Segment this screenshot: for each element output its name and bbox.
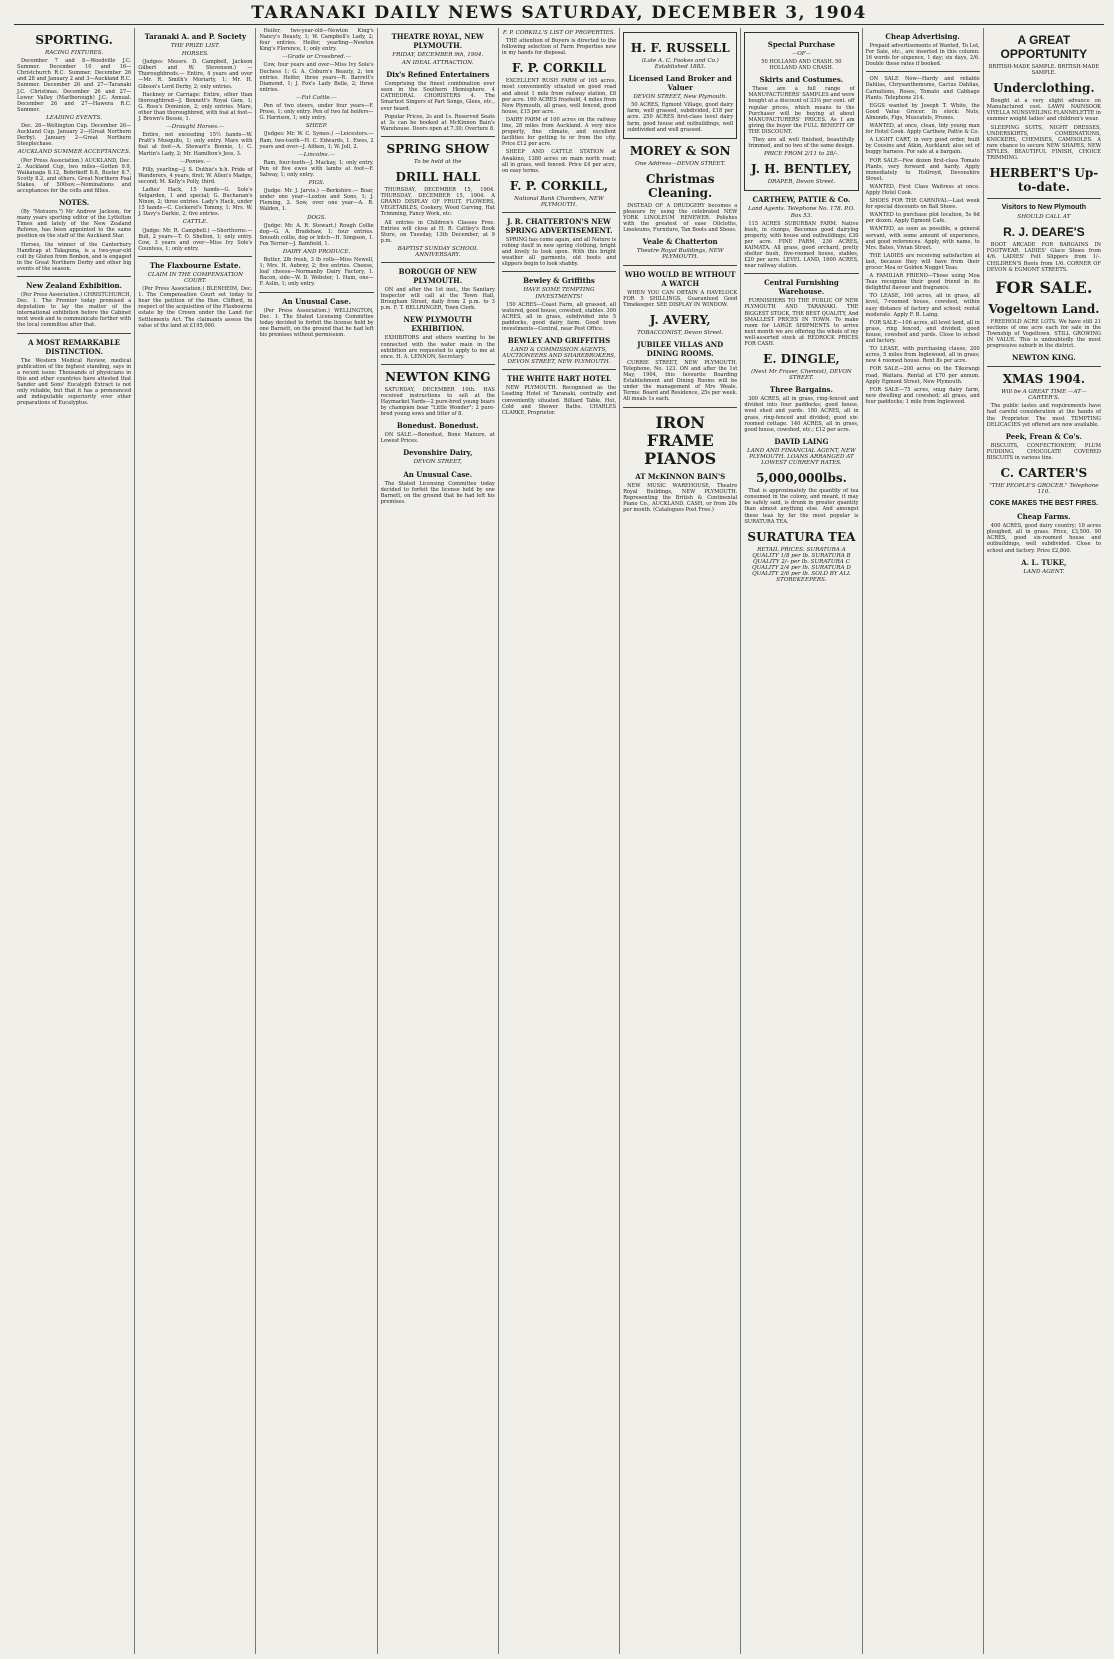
russell-sub: (Late A. C. Fookes and Co.) Established 1883.	[641, 58, 719, 71]
land-broker-address: DEVON STREET, New Plymouth.	[633, 94, 727, 101]
underclothing-text-2: SLEEPING SUITS, NIGHT DRESSES, UNDERSKIRTS, COMBINATIONS, KNICKERS, CHEMISES, CAMISOLES. A rare chance to secure NEW SHAPES, NEW STYLES, BEAUTIFUL FINISH, CHOICE TRIMMING.	[986, 124, 1101, 162]
carter-sub: "THE PEOPLE'S GROCER." Telephone 110.	[989, 483, 1099, 496]
cattle-subheading: CATTLE.	[182, 219, 208, 226]
column-russell	[620, 28, 741, 1654]
jubilee-heading: JUBILEE VILLAS AND DINING ROOMS.	[637, 339, 724, 358]
exhibition-notice-text: EXHIBITORS and others wanting to be connected with the water main in the exhibition are requested to apply to me at once. H. A. LENNON, Secretary.	[380, 335, 495, 360]
grade-text: Cow, four years and over—Miss Ivy Sole's Duchess 1; G. A. Coburn's Beauty, 2; ten entries. Heifer, three years—R. Barrett's Diamond, 1; J. Fox's Lady Belle, 2; three entries.	[259, 62, 374, 93]
deare-heading: R. J. DEARE'S	[1003, 225, 1085, 240]
classified-ad: FOR SALE—200 acres on the Tikorangi road, Waitara. Rental at £70 per annum. Apply Egmont Street, New Plymouth.	[865, 366, 980, 385]
corkill-text-1: EXCELLENT RUSH FARM of 165 acres, most conveniently situated on good road and about 1 mile from railway station, £8 per acre. 160 ACRES freehold, 4 miles from New Plymouth, all grass, well fenced, good house, £15 per acre.	[501, 78, 617, 115]
chatterton-text: SPRING has come again, and all Nature is robing itself in new spring clothing, bright and lovely to look upon. With this bright weather all garments, old boots and slippers begin to look shabby.	[501, 236, 617, 268]
theatre-tagline: AN IDEAL ATTRACTION.	[401, 60, 474, 67]
classified-ad: WANTED to purchase plot location, 5s 6d per dozen. Apply Egmont Cafe.	[865, 212, 980, 225]
theatre-date: FRIDAY, DECEMBER 9th, 1904.	[392, 52, 484, 58]
sporting-heading: SPORTING.	[35, 33, 113, 47]
classified-ad: SHOES FOR THE CARNIVAL—Last week for special discounts on Ball Shoes.	[865, 198, 980, 211]
corkill-heading: F. P. CORKILL	[512, 61, 606, 76]
spring-show-text-1: THURSDAY, DECEMBER 15, 1904. THURSDAY, DECEMBER 15, 1904. A GRAND DISPLAY OF FRUIT, FLOWERS, VEGETABLES, Cookery, Wood Carving, Hat Trimming, Fancy Work, etc.	[380, 187, 495, 218]
three-bargains-heading: Three Bargains.	[769, 385, 833, 395]
flaxbourne-text: (Per Press Association.) BLENHEIM, Dec. 1. The Compensation Court set today to hear the petition of the Hon. Clifford, in respect of the acquisition of the Flaxbourne estate by the Crown under the Land for Settlements Act. The claimants assess the value of the land at £195,000.	[138, 286, 253, 329]
heifer-text: Heifer, two-year-old—Newton King's Nancy's Beauty, 1; W. Campbell's Lady, 2; four entries. Heifer, yearling—Newton King's Florence, 1; only entry.	[259, 28, 374, 53]
ponies-text-1: Filly, yearling—J. S. Duthie's b.h. Pride of Wanderers, 4 years, first; W. Allen's Madge, second; M. Kelly's Polly, third.	[138, 166, 253, 185]
corkill-address: National Bank Chambers, NEW PLYMOUTH.	[514, 195, 604, 208]
unusual-case-heading-2: An Unusual Case.	[403, 469, 473, 479]
column-classifieds	[863, 28, 984, 1654]
fat-cattle-text: Pen of two steers, under four years—F. Prose, 1; only entry. Pen of two fat heifers—G. Harrison, 1; only entry.	[259, 103, 374, 122]
society-heading: Taranaki A. and P. Society	[144, 32, 247, 41]
columns	[14, 28, 1104, 1654]
land-broker-heading: Licensed Land Broker and Valuer	[628, 74, 732, 93]
masthead: TARANAKI DAILY NEWS SATURDAY, DECEMBER 3, 1904	[14, 4, 1104, 25]
notes-text-1: (By "Motuoro.") Mr Andrew Jackson, for many years sporting editor of the Lyttelton Times and lately of the New Zealand Referee, has been appointed to the same position on the staff of the Auckland Star.	[17, 209, 132, 240]
bewley-text: 150 ACRES—Coast Farm, all grassed, all watered, good house, cowshed, stables. 300 ACRES, all in grass, subdivided into 5 paddocks, good dairy farm. Good town investments—Central, near Post Office.	[501, 301, 617, 332]
bonedust-heading: Bonedust. Bonedust.	[396, 421, 479, 431]
divider	[381, 262, 495, 263]
column-drapery	[741, 28, 862, 1654]
classified-ad: A LIGHT CART, in very good order, built by Cousins and Atkin, Auckland; also set of buggy harness. For sale at a bargain.	[865, 137, 980, 156]
price-range: PRICE FROM 2/11 to 28/-.	[763, 151, 839, 158]
cheap-advertising-heading: Cheap Advertising.	[885, 32, 960, 41]
unusual-case-text-2: The Stated Licensing Committee today decided to forfeit the license held by one Barnett, on the ground that he had left his premises.	[380, 480, 495, 505]
veale-address: Theatre Royal Buildings, NEW PLYMOUTH.	[636, 248, 724, 261]
spring-show-sub: To be held at the	[413, 158, 462, 165]
spring-show-text-2: All entries in Children's Classes Free. Entries will close at H. R. Cattley's Book Store, on Tuesday, 13th December, at 9 p.m.	[380, 219, 495, 244]
laing-heading: DAVID LAING	[774, 436, 829, 446]
acceptances-text: (Per Press Association.) AUCKLAND, Dec. 2. Auckland Cup, two miles—Gotten 9.9, Waikanaga 8.12, Bobrikoff 8.8, Buster 8.7, Scotty 8.2, and others. Great Northern Foal Stakes, of 500sov.—Nominations and acceptances for the colts and fillies.	[17, 157, 132, 194]
white-hart-text: NEW PLYMOUTH. Recognised as the Leading Hotel of Taranaki, centrally and conveniently situated. Billiard Table. Hot, Cold and Shower Baths. CHARLES CLARKE, Proprietor.	[501, 385, 617, 416]
classified-ad: A FAMILIAR FRIEND—Those using Moa Teas recognise their good friend in its delightful flavour and fragrance.	[865, 273, 980, 292]
sheep-subheading: SHEEP.	[305, 123, 328, 130]
theatre-heading: THEATRE ROYAL, NEW PLYMOUTH.	[391, 32, 484, 50]
notes-heading: NOTES.	[58, 198, 90, 208]
column-prize-list	[135, 28, 256, 1654]
leading-events-subheading: LEADING EVENTS.	[46, 114, 103, 121]
divider	[138, 256, 252, 257]
vogeltown-heading: Vogeltown Land.	[988, 301, 1100, 316]
exhibition-notice-heading: NEW PLYMOUTH EXHIBITION.	[403, 315, 473, 334]
horses-subheading: HORSES.	[181, 51, 209, 58]
for-sale-heading: FOR SALE.	[995, 277, 1093, 297]
classified-ad: TO LEASE, 160 acres, all in grass, all level, 7-roomed house, cowshed, within easy distance of factory and school; rental moderate. Apply F. B. Laing.	[865, 293, 980, 318]
divider	[866, 71, 980, 72]
drill-hall-heading: DRILL HALL	[395, 170, 481, 185]
bewley-heading-2: BEWLEY AND GRIFFITHS	[507, 336, 611, 346]
ponies-text-2: Ladies' Hack, 15 hands—G. Sole's Selgarden, 1 and special; G. Buchanan's Ninon, 2; three entries. Lady's Hack, under 15 hands—C. Cockerel's Tommy, 1; Mrs. W. J. Davy's Darkie, 2; five entries.	[138, 186, 253, 218]
white-hart-heading: THE WHITE HART HOTEL	[507, 374, 611, 384]
draught-subheading: —Draught Horses.—	[166, 124, 225, 131]
dix-heading: Dix's Refined Entertainers	[386, 70, 490, 80]
flaxbourne-heading: The Flaxbourne Estate.	[149, 260, 241, 270]
divider	[17, 276, 131, 277]
devonshire-dairy-heading: Devonshire Dairy,	[403, 448, 473, 458]
bentley-sub: DRAPER, Devon Street.	[767, 179, 836, 186]
divider	[502, 369, 616, 370]
iron-frame-sub: AT McKINNON BAIN'S	[635, 471, 726, 481]
acceptances-subheading: AUCKLAND SUMMER ACCEPTANCES.	[17, 149, 131, 156]
horses-text-2: Hackney or Carriage: Entire, other than thoroughbred—J. Bennett's Royal Gem, 1; G. Ross's Dominion, 2; only entries. Mare, other than thoroughbred, with foal at foot—J. Brown's Bessie, 1.	[138, 91, 253, 123]
xmas-text: The public tastes and requirements have had careful consideration at the hands of the Proprietor. The most TEMPTING DELICACIES yet offered are now available.	[986, 403, 1101, 428]
classified-ad: TO LEASE, with purchasing clause, 200 acres, 5 miles from Inglewood, all in grass; new 4 roomed house. Rent 8s per acre.	[865, 346, 980, 365]
corkill-text-3: SHEEP AND CATTLE STATION at Awakino, 1380 acres on main north road; all in grass, well fenced. Price £4 per acre, on easy terms.	[501, 149, 617, 174]
dix-text-2: Popular Prices, 2s and 1s. Reserved Seats at 3s can be booked at McKinnon Bain's Warehouse. Doors open at 7.30; Overture 8.	[380, 113, 495, 132]
divider	[987, 366, 1101, 367]
divider	[381, 364, 495, 365]
divider	[623, 407, 737, 408]
dingle-heading: E. DINGLE,	[763, 352, 840, 367]
tea-quantity-heading: 5,000,000lbs.	[756, 471, 847, 486]
divider	[987, 198, 1101, 199]
classified-ad: ON SALE Now—Hardy and reliable Dahlias, Chrysanthemums, Cactus Dahlias, Carnations, Roses, Tomato and Cabbage Plants. Telephone 214.	[865, 76, 980, 101]
cheap-farms-heading: Cheap Farms.	[1017, 512, 1071, 522]
jubilee-text: CURRIE STREET, NEW PLYMOUTH. Telephone, No. 123. ON and after the 1st May, 1904, this favourite Boarding Establishment and Dining Rooms will be under the management of Mrs Weale. Terms: Board and Residence, 25s per week. All meals 1s each.	[623, 359, 738, 403]
draught-text: Entire, not exceeding 15½ hands—W. Pratt's Mosquito, 1; only entry. Mare with foal at foot—A. Stewart's Bonnie, 1; C. Martin's Lady, 2; Mr. Hamilton's Jess, 3.	[138, 132, 253, 157]
laing-sub: LAND AND FINANCIAL AGENT, NEW PLYMOUTH. LOANS ARRANGED AT LOWEST CURRENT RATES.	[747, 447, 856, 467]
watch-text: WHEN YOU CAN OBTAIN A HAVELOCK FOR 5 SHILLINGS, Guaranteed Good Timekeeper. SEE DISPLAY IN WINDOW.	[623, 289, 738, 308]
classified-intro: Prepaid advertisements of Wanted, To Let, For Sale, etc., are inserted in this column: 16 words for sixpence, 1 day; six days, 2/6. Double these rates if booked.	[865, 43, 980, 68]
special-purchase-heading: Special Purchase	[767, 40, 836, 49]
spring-show-heading: SPRING SHOW	[386, 141, 490, 156]
divider	[744, 273, 858, 274]
exhibition-text: (Per Press Association.) CHRISTCHURCH, Dec. 1. The Premier today promised a deputation to lay the matter of the international exhibition before the Cabinet next week and to communicate further with the local committee after that.	[17, 292, 132, 329]
borough-heading: BOROUGH OF NEW PLYMOUTH.	[398, 267, 477, 286]
morey-heading: MOREY & SON	[629, 143, 731, 158]
classified-ad: FOR SALE—106 acres, all level land, all in grass, ring fenced, and divided; good house, cowshed and yards. Close to school and factory.	[865, 319, 980, 345]
racing-fixtures-text: December 7 and 8—Woodville J.C. Summer. December 10 and 16—Christchurch R.C. Summer. December 26 and 28 and January 2 and 3—Auckland R.C. Summer. December 26 and 27—Taranaki J.C. Christmas. December 26 and 27—Lower Valley (Marlborough) J.C. Annual. December 26 and 27—Hawera R.C. Summer.	[17, 58, 132, 113]
corkill-heading-2: F. P. CORKILL,	[509, 178, 609, 193]
lincolns-text: Ram, four-tooth—J. Mackay, 1; only entry. Pen of five ewes with lambs at foot—F. Salway, 1; only entry.	[259, 159, 374, 178]
notes-text-2: Horses, the winner of the Canterbury Handicap at Takapuna, is a two-year-old colt by Gluten from Bonbon, and is engaged in the Great Northern Derby and other big events of the season.	[17, 241, 132, 272]
grade-subheading: —Grade or Crossbred.—	[281, 54, 352, 61]
divider	[502, 212, 616, 213]
corkill-intro: THE attention of Buyers is directed to the following selection of Farm Properties now in my hands for disposal.	[501, 38, 617, 57]
classified-ad: EGGS wanted by Joseph T. White, the Good Value Grocer. In stock: Nuts, Almonds, Figs, Muscatels, Prunes.	[865, 102, 980, 121]
classified-ad: FOR SALE—Few dozen first-class Tomato Plants, very forward and hardy. Apply immediately to Hollroyd, Devonshire Street.	[865, 157, 980, 182]
distinction-heading: A MOST REMARKABLE DISTINCTION.	[28, 337, 121, 356]
divider	[381, 136, 495, 137]
divider	[502, 271, 616, 272]
veale-heading: Veale & Chatterton	[642, 237, 718, 247]
classified-ad: THE LADIES are receiving satisfaction at last, because they will have from their grocer Moa or Golden Nugget Teas.	[865, 252, 980, 271]
peek-frean-text: BISCUITS, CONFECTIONERY, PLUM PUDDING, CHOCOLATE COVERED BISCUITS in various tins.	[986, 442, 1101, 461]
skirts-text-1: These are a full range of MANUFACTURERS' SAMPLES and were bought at a discount of 33⅓ per cent. off regular prices, which means to the Purchaser will be buying at about MANUFACTURERS' PRICES. As I am giving the buyer the FULL BENEFIT OF THE DISCOUNT.	[748, 86, 855, 135]
borough-text: ON and after the 1st inst., the Sanitary Inspector will call at the Town Hall, Brougham Street, daily from 2 p.m. to 3 p.m. F. T. BELLRINGER, Town Clerk.	[380, 287, 495, 312]
suratura-prices: RETAIL PRICES: SURATURA A QUALITY 1/8 per lb. SURATURA B QUALITY 2/- per lb. SURATURA C QUALITY 2/4 per lb. SURATURA D QUALITY 2/6 per lb. SOLD BY ALL STOREKEEPERS.	[752, 546, 851, 584]
ponies-subheading: —Ponies.—	[179, 158, 212, 165]
column-opportunity	[984, 28, 1104, 1654]
avery-sub: TOBACCONIST, Devon Street.	[637, 329, 724, 336]
christmas-cleaning-heading: Christmas Cleaning.	[645, 171, 715, 200]
avery-heading: J. AVERY,	[649, 312, 711, 327]
morey-address: One Address—DEVON STREET.	[635, 160, 726, 167]
column-sporting	[14, 28, 135, 1654]
visitors-heading: Visitors to New Plymouth	[1001, 204, 1086, 212]
pigs-text: (Judge: Mr. J. Jarvis.) —Berkshire.— Boar, under one year—Luxton and Sons, 1; J. Fleming, 2. Sow, over one year—A. R. Walden, 1.	[259, 188, 374, 213]
carter-heading: C. CARTER'S	[1000, 466, 1088, 480]
racing-fixtures-subheading: RACING FIXTURES.	[45, 50, 104, 56]
divider	[623, 265, 737, 266]
leading-events-text: Dec. 26—Wellington Cup. December 26—Auckland Cup. January 2—(Great Northern Derby). January 2—Great Northern Steeplechase.	[17, 123, 132, 148]
corkill-text-2: DAIRY FARM of 100 acres on the railway line, 28 miles from Auckland. A very nice property, fine climate, and excellent facilities for getting to or from the city. Price £12 per acre.	[501, 116, 617, 148]
divider	[17, 333, 131, 334]
column-properties	[499, 28, 620, 1654]
sunday-school-subheading: BAPTIST SUNDAY SCHOOL ANNIVERSARY.	[397, 245, 478, 258]
russell-heading: H. F. RUSSELL	[630, 41, 730, 55]
unusual-case-heading: An Unusual Case.	[282, 296, 351, 306]
newton-king-text: SATURDAY, DECEMBER 10th. HAS received instructions to sell at the Haymarket Yards—2 pure-bred young boars by champion boar "Little Wonder"; 2 pure-bred young sows and litter of 8.	[380, 386, 495, 418]
divider	[259, 292, 373, 293]
xmas-sub: Will be A GREAT TIME —AT— CARTER'S.	[1001, 389, 1087, 402]
watch-heading: WHO WOULD BE WITHOUT A WATCH	[624, 269, 736, 288]
corkill-list-heading: F. P. CORKILL'S LIST OF PROPERTIES.	[502, 30, 616, 36]
deare-text: BOOT ARCADE FOR BARGAINS IN FOOTWEAR. LADIES' Glace Shoes from 4/6. LADIES' Felt Slippers from 1/-. CHILDREN'S Boots from 1/6. CORNER OF DEVON & EGMONT STREETS.	[986, 242, 1101, 273]
flaxbourne-subheading: CLAIM IN THE COMPENSATION COURT.	[147, 271, 244, 284]
special-purchase-box	[744, 32, 858, 191]
peek-frean-heading: Peek, Frean & Co's.	[1005, 431, 1082, 441]
skirts-heading: Skirts and Costumes.	[759, 75, 844, 85]
distinction-text: The Western Medical Review, medical publication of the highest standing, says in a recent issue: Thousands of physicians in this and other countries have attested that Sander and Sons' Eucalypti Extract is not only reliable, but that it has a pronounced and indisputable superiority over other preparations of Eucalyptus.	[17, 357, 132, 407]
vogeltown-text: FREEHOLD ACRE LOTS. We have still 21 sections of one acre each for sale in the Township of Vogeltown. STILL GROWING IN VALUE. This is undoubtedly the most progressive suburb in the district.	[986, 318, 1101, 350]
lincolns-subheading: —Lincolns.—	[298, 151, 335, 158]
newton-king-heading: NEWTON KING	[385, 369, 491, 384]
tea-quantity-text: That is approximately the quantity of tea consumed in the colony, and meant, it may be safely said, is drunk in greater quantity than almost anything else. And amongst these teas by far the most popular is SURATURA TEA.	[744, 488, 859, 525]
classified-ad: WANTED, at once, clean, tidy young man for Hotel Cook. Apply Carthew, Pattie & Co.	[865, 123, 980, 136]
sample-text: BRITISH-MADE SAMPLE. BRITISH-MADE SAMPLE.	[988, 64, 1100, 77]
pigs-subheading: PIGS.	[308, 180, 325, 187]
iron-frame-text: NEW MUSIC WAREHOUSE, Theatre Royal Buildings, NEW PLYMOUTH. Representing the British & Continental Piano Co., AUCKLAND. CASH, or from 20s per month. (Catalogues Post Free.)	[623, 482, 738, 513]
bewley-sub: HAVE SOME TEMPTING INVESTMENTS!	[523, 287, 595, 300]
dogs-text: (Judge: Mr. A. R. Stewart.) Rough Collie dog—G. A. Bradshaw, 1; four entries. Smooth collie, dog or bitch—H. Simpson, 1. Fox Terrier—J. Bamfield, 1.	[259, 222, 374, 247]
classified-ad: WANTED, as soon as possible, a general servant, with some amount of experience, and good references. Apply, with name, to Mrs. Bates, Vivian Street.	[865, 226, 980, 251]
tuke-heading: A. L. TUKE,	[1021, 557, 1067, 567]
dairy-text: Butter, 2lb fresh, 3 lb rolls—Miss Newell, 1; Mrs. H. Aubrey, 2; five entries. Cheese, loaf cheese—Normanby Dairy Factory, 1. Bacon, side—W. D. Webster, 1. Ham, one—F. Aslin, 1; only entry.	[259, 257, 374, 288]
horses-text-1: (Judges: Messrs. D. Campbell, Jackson Gilbert and W. Stevenson.) —Thoroughbreds.— Entire, 4 years and over—Mr. R. Smith's Moriarty, 1; Mr. H. Gibson's Lord Derby, 2; only entries.	[138, 59, 253, 90]
prize-list-subheading: THE PRIZE LIST.	[170, 43, 220, 49]
xmas-heading: XMAS 1904.	[1002, 372, 1086, 387]
cattle-text: (Judge: Mr. R. Campbell.) —Shorthorns.— Bull, 2 years—T. O. Shelton, 1; only entry. Cow, 3 years and over—Miss Ivy Sole's Countess, 1; only entry.	[138, 227, 253, 252]
iron-frame-heading: IRON FRAME PIANOS	[644, 412, 717, 468]
chatterton-heading: J. R. CHATTERTON'S NEW SPRING ADVERTISEMENT.	[505, 216, 613, 235]
dix-text-1: Comprising the finest combination ever seen in the Southern Hemisphere. 4 CATHEDRAL CHORISTERS 4. The Smartest Singers of Part Songs, Glees, etc., ever heard.	[380, 81, 495, 112]
herbert-heading: HERBERT'S Up-to-date.	[989, 166, 1099, 195]
coke-heading: COKE MAKES THE BEST FIRES.	[989, 500, 1099, 508]
column-entertainment	[378, 28, 499, 1654]
special-purchase-text: 50 HOLLAND AND CRASH. 50 HOLLAND AND CRASH.	[761, 59, 842, 72]
bewley-heading: Bewley & Griffiths	[523, 276, 595, 286]
bentley-heading: J. H. BENTLEY,	[751, 162, 852, 177]
carthew-text: 115 ACRES SUBURBAN FARM. Native bush, in clumps, Becomes good dairying property, with house and outbuildings; £30 per acre. FINE FARM, 236 ACRES, KAIMATA. All grass, good orchard, pretty shelter bush, five-roomed house, stables, £20 per acre. LEVEL LAND, 1600 ACRES, near railway station.	[744, 220, 859, 270]
classified-ad: WANTED, First Class Waitress at once. Apply Hotel Cook.	[865, 183, 980, 196]
sheep-text: (Judges: Mr. W. C. Symes.) —Leicesters.— Ram, two-tooth—H. C. Edwards, 1. Ewes, 2 years and over—J. Aitken, 1; W. Joll, 2.	[259, 131, 374, 150]
devonshire-dairy-sub: DEVON STREET,	[413, 459, 462, 466]
bewley-address: LAND & COMMISSION AGENTS, AUCTIONEERS AND SHAREBROKERS, DEVON STREET, NEW PLYMOUTH.	[502, 347, 616, 366]
dingle-sub: (Next Mr Fraser, Chemist), DEVON STREET.	[751, 369, 852, 382]
visitors-sub: SHOULD CALL AT	[1017, 214, 1071, 221]
exhibition-heading: New Zealand Exhibition.	[26, 281, 123, 290]
russell-text: 50 ACRES, Egmont Village, good dairy farm, well grassed, subdivided, £18 per acre. 250 ACRES first-class level dairy farm, good house and outbuildings, well subdivided and well grassed.	[627, 102, 734, 133]
special-purchase-sub: —OF—	[791, 51, 812, 57]
underclothing-heading: Underclothing.	[993, 81, 1095, 96]
dairy-subheading: DAIRY AND PRODUCE.	[282, 249, 351, 255]
unusual-case-text: (Per Press Association.) WELLINGTON, Dec. 1. The Stated Licensing Committee today decided to forfeit the license held by one Barnett, on the ground that he had left his premises without permission.	[259, 307, 374, 338]
newton-king-agent: NEWTON KING.	[1012, 353, 1076, 363]
great-opportunity-heading: A GREAT OPPORTUNITY	[1000, 33, 1088, 61]
carthew-sub: Land Agents. Telephone No. 178. P.O. Box 53.	[748, 206, 855, 219]
three-bargains-text: 300 ACRES, all in grass, ring-fenced and divided into four paddocks; good house, wool shed and yards. 180 ACRES, all in grass, ring-fenced and divided; good six-roomed cottage. 140 ACRES, all in grass, good house, cowshed, etc.; £12 per acre.	[744, 396, 859, 433]
underclothing-text-1: Bought at a very slight advance on Manufactured cost. LAWN NAINSOOK VIYELLA NUNSVEILING FLANNELETTE in summer weight ladies' and children's wear.	[986, 98, 1101, 123]
fat-cattle-subheading: —Fat Cattle.—	[296, 94, 338, 101]
skirts-text-2: They are all well finished, beautifully trimmed, and no two of the same design.	[748, 137, 855, 150]
central-furnishing-heading: Central Furnishing Warehouse.	[764, 278, 839, 297]
bonedust-text: ON SALE.—Bonedust, Bone Manure, at Lowest Prices.	[380, 432, 495, 445]
russell-box	[623, 32, 737, 139]
dogs-subheading: DOGS.	[307, 214, 327, 221]
central-furnishing-text: FURNISHERS TO THE PUBLIC OF NEW PLYMOUTH AND TARANAKI. THE BIGGEST STOCK, THE BEST QUALITY, And SMALLEST PRICES IN TOWN. To make room for LARGE SHIPMENTS to arrive next month we are offering the whole of my well-assorted stock at REDROCK PRICES FOR CASH.	[744, 298, 859, 347]
classified-ad: FOR SALE—75 acres, snug dairy farm, new dwelling and cowshed; all grass, and four paddocks; 1 mile from Inglewood.	[865, 386, 980, 405]
carthew-heading: CARTHEW, PATTIE & Co.	[752, 195, 851, 205]
suratura-heading: SURATURA TEA	[747, 529, 856, 544]
column-livestock	[256, 28, 377, 1654]
tuke-sub: LAND AGENT.	[1023, 568, 1065, 575]
cheap-farms-text: 400 ACRES, good dairy country; 10 acres ploughed, all in grass. Price, £3,500. 90 ACRES, good six-roomed house and outbuildings, well subdivided. Close to school and factory. Price £2,800.	[986, 523, 1101, 554]
christmas-cleaning-text: INSTEAD OF A DRUDGERY becomes a pleasure by using the celebrated NEW YORK LINOLEUM RENEWER. Polishes with the greatest of ease Oilcloths, Linoleums, Furniture, Tan Boots and Shoes.	[623, 202, 738, 234]
